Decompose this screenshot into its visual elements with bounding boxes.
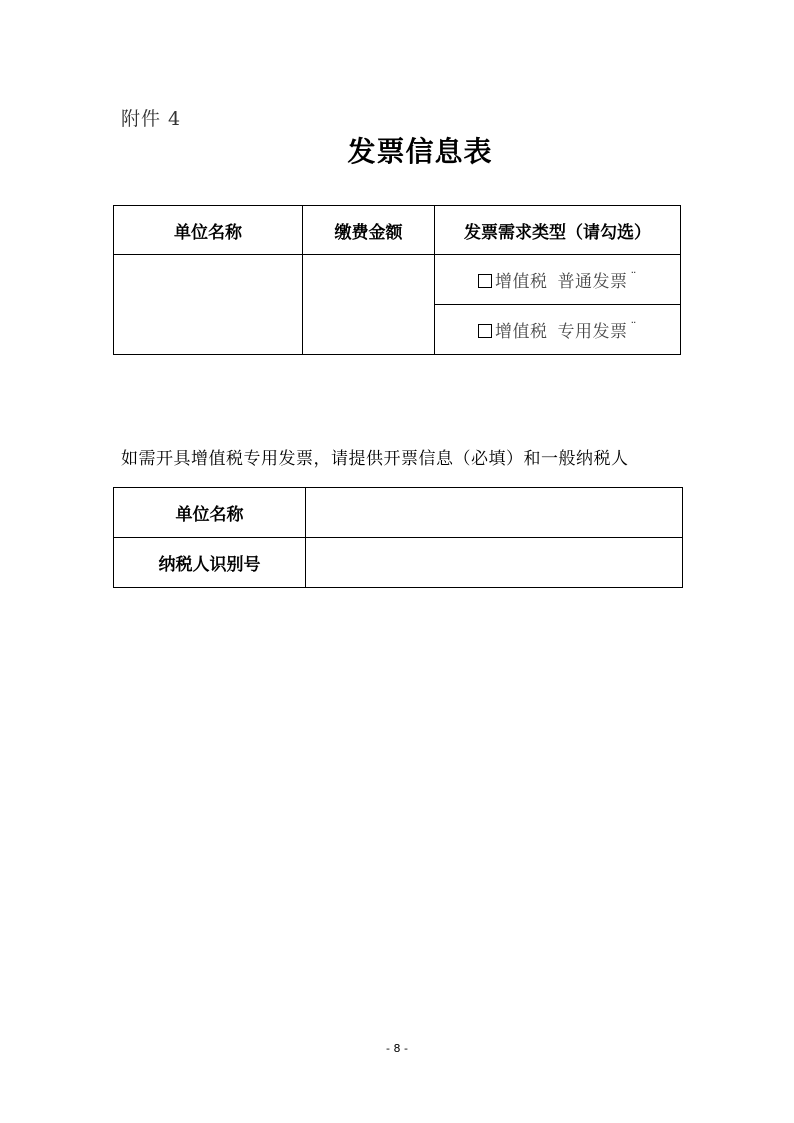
unit-name-input-cell[interactable]	[114, 255, 303, 355]
label-unit-name: 单位名称	[114, 488, 306, 538]
taxpayer-id-field[interactable]	[306, 538, 683, 588]
label-taxpayer-id: 纳税人识别号	[114, 538, 306, 588]
header-invoice-type: 发票需求类型（请勾选）	[435, 206, 681, 255]
document-title: 发票信息表	[347, 135, 493, 168]
option-trail-mark: ¨	[630, 320, 637, 334]
taxpayer-info-table	[113, 487, 683, 588]
option-type: 专用发票	[557, 322, 628, 342]
invoice-table-header-row	[114, 206, 681, 255]
checkbox-icon[interactable]	[478, 274, 492, 288]
option-trail-mark: ¨	[630, 270, 637, 284]
checkbox-icon[interactable]	[478, 324, 492, 338]
option-special-invoice[interactable]	[435, 305, 681, 355]
option-prefix: 增值税	[495, 322, 548, 342]
option-prefix: 增值税	[495, 272, 548, 292]
invoice-info-table	[113, 205, 681, 355]
page-number: - 8 -	[386, 1042, 408, 1055]
option-type: 普通发票	[557, 272, 628, 292]
taxpayer-row	[114, 538, 683, 588]
invoice-option-row	[114, 255, 681, 305]
option-general-invoice[interactable]	[435, 255, 681, 305]
header-payment-amount: 缴费金额	[303, 206, 435, 255]
unit-name-field[interactable]	[306, 488, 683, 538]
instruction-note: 如需开具增值税专用发票，请提供开票信息（必填）和一般纳税人	[121, 449, 629, 469]
header-unit-name: 单位名称	[114, 206, 303, 255]
attachment-label: 附件 4	[121, 108, 182, 130]
payment-amount-input-cell[interactable]	[303, 255, 435, 355]
taxpayer-row	[114, 488, 683, 538]
